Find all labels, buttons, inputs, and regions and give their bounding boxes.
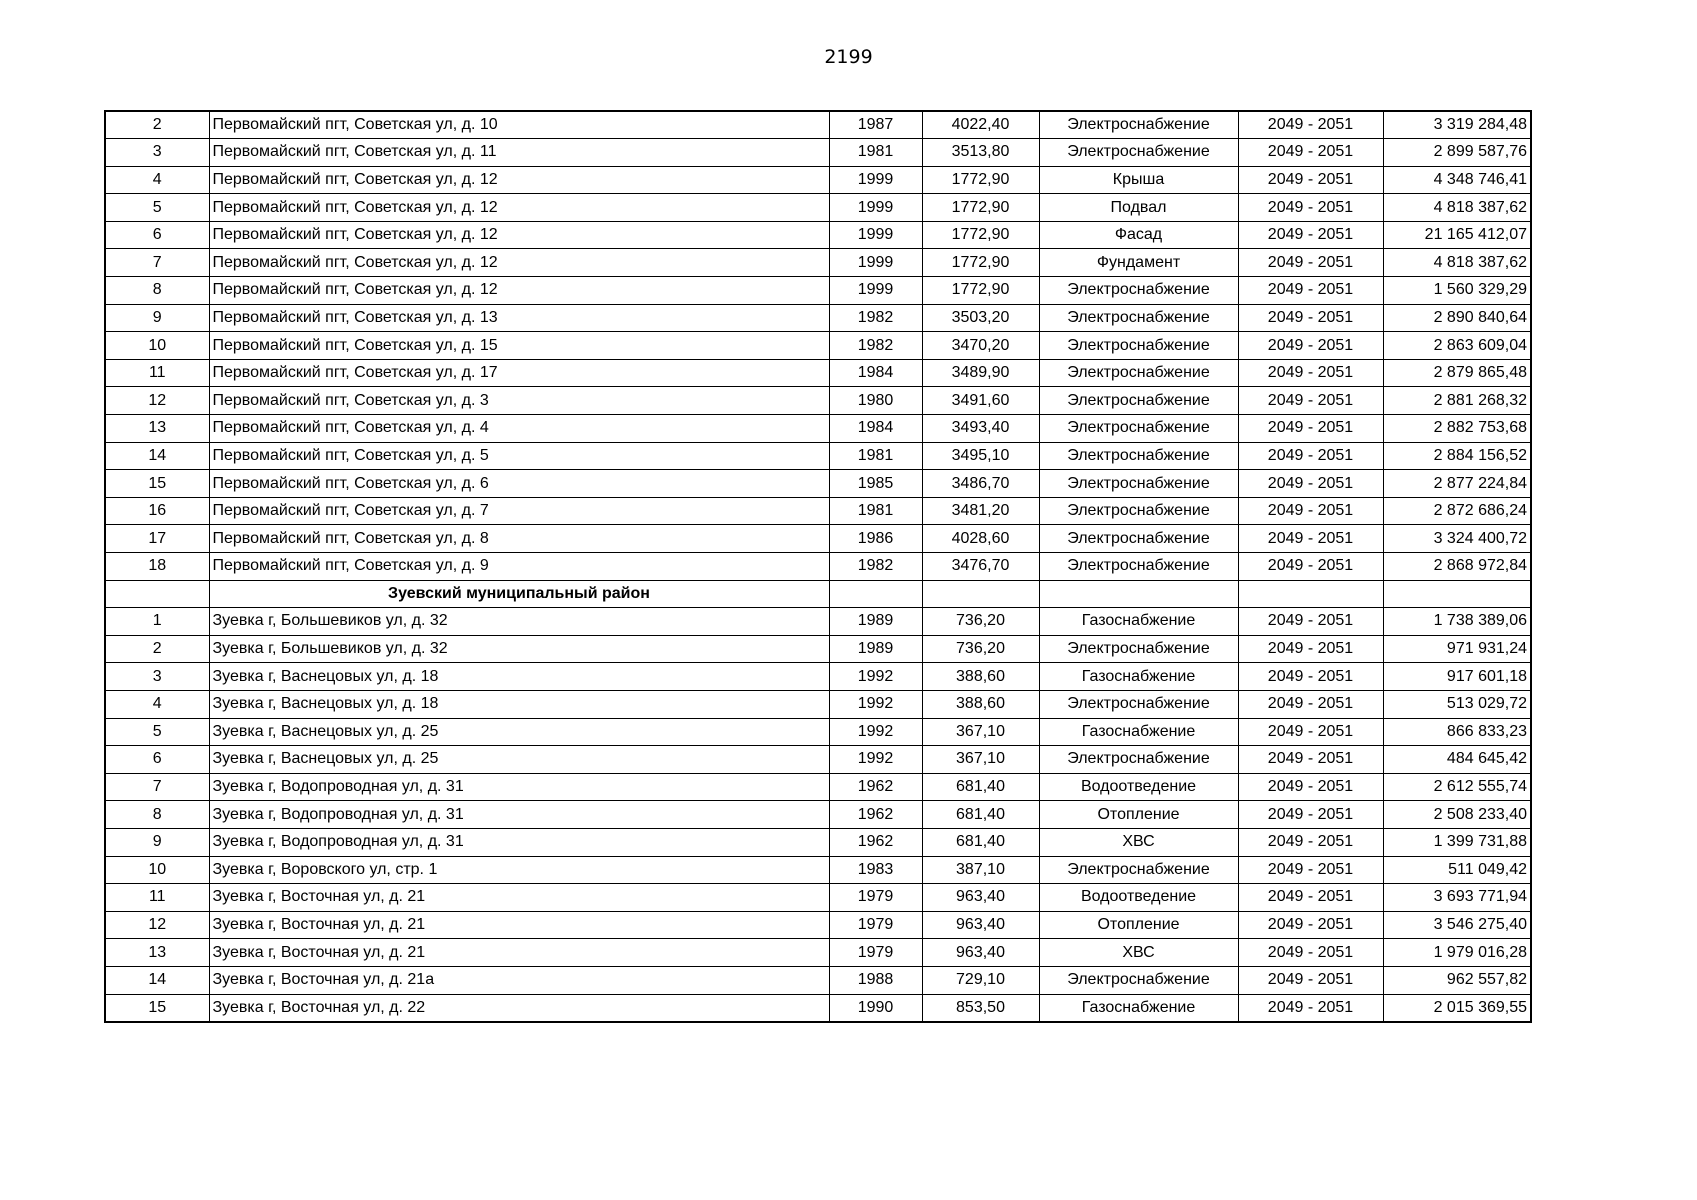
work-type-cell: Электроснабжение — [1039, 359, 1238, 387]
address-cell: Зуевка г, Васнецовых ул, д. 18 — [209, 663, 829, 691]
address-cell: Зуевка г, Водопроводная ул, д. 31 — [209, 801, 829, 829]
work-type-cell: Электроснабжение — [1039, 111, 1238, 139]
cost-cell: 2 890 840,64 — [1383, 304, 1531, 332]
area-cell: 736,20 — [922, 635, 1039, 663]
row-number: 2 — [105, 635, 209, 663]
area-cell: 3493,40 — [922, 415, 1039, 443]
year-built-cell: 1992 — [829, 663, 922, 691]
period-cell: 2049 - 2051 — [1238, 304, 1383, 332]
row-number: 1 — [105, 608, 209, 636]
area-cell: 1772,90 — [922, 221, 1039, 249]
table-row — [105, 994, 1531, 1022]
year-built-cell: 1962 — [829, 773, 922, 801]
table-row — [105, 525, 1531, 553]
cost-cell: 4 818 387,62 — [1383, 249, 1531, 277]
work-type-cell: Фундамент — [1039, 249, 1238, 277]
period-cell: 2049 - 2051 — [1238, 828, 1383, 856]
row-number: 5 — [105, 194, 209, 222]
year-built-cell: 1984 — [829, 415, 922, 443]
work-type-cell: Газоснабжение — [1039, 608, 1238, 636]
table-row — [105, 470, 1531, 498]
table-body — [105, 111, 1531, 1022]
address-cell: Зуевка г, Восточная ул, д. 21 — [209, 939, 829, 967]
area-cell: 681,40 — [922, 801, 1039, 829]
address-cell: Первомайский пгт, Советская ул, д. 12 — [209, 249, 829, 277]
address-cell: Зуевка г, Восточная ул, д. 21а — [209, 966, 829, 994]
period-cell: 2049 - 2051 — [1238, 966, 1383, 994]
work-type-cell: Электроснабжение — [1039, 277, 1238, 305]
year-built-cell: 1979 — [829, 884, 922, 912]
work-type-cell: Газоснабжение — [1039, 663, 1238, 691]
work-type-cell: Электроснабжение — [1039, 415, 1238, 443]
address-cell: Первомайский пгт, Советская ул, д. 3 — [209, 387, 829, 415]
area-cell: 3481,20 — [922, 497, 1039, 525]
area-cell: 3470,20 — [922, 332, 1039, 360]
area-cell: 1772,90 — [922, 249, 1039, 277]
section-header-row — [105, 580, 1531, 608]
work-type-cell: Газоснабжение — [1039, 718, 1238, 746]
row-number: 9 — [105, 828, 209, 856]
cost-cell: 3 324 400,72 — [1383, 525, 1531, 553]
empty-cell — [829, 580, 922, 608]
cost-cell: 962 557,82 — [1383, 966, 1531, 994]
address-cell: Первомайский пгт, Советская ул, д. 7 — [209, 497, 829, 525]
period-cell: 2049 - 2051 — [1238, 884, 1383, 912]
row-number: 4 — [105, 166, 209, 194]
cost-cell: 2 612 555,74 — [1383, 773, 1531, 801]
period-cell: 2049 - 2051 — [1238, 415, 1383, 443]
cost-cell: 3 546 275,40 — [1383, 911, 1531, 939]
row-number: 7 — [105, 249, 209, 277]
table-row — [105, 746, 1531, 774]
row-number: 13 — [105, 415, 209, 443]
table-row — [105, 194, 1531, 222]
table-row — [105, 277, 1531, 305]
cost-cell: 917 601,18 — [1383, 663, 1531, 691]
table-row — [105, 939, 1531, 967]
table-row — [105, 966, 1531, 994]
row-number: 18 — [105, 553, 209, 581]
area-cell: 1772,90 — [922, 166, 1039, 194]
year-built-cell: 1992 — [829, 718, 922, 746]
cost-cell: 2 881 268,32 — [1383, 387, 1531, 415]
area-cell: 681,40 — [922, 773, 1039, 801]
area-cell: 3491,60 — [922, 387, 1039, 415]
cost-cell: 2 868 972,84 — [1383, 553, 1531, 581]
cost-cell: 4 818 387,62 — [1383, 194, 1531, 222]
work-type-cell: Электроснабжение — [1039, 856, 1238, 884]
row-number: 12 — [105, 911, 209, 939]
empty-cell — [105, 580, 209, 608]
address-cell: Первомайский пгт, Советская ул, д. 8 — [209, 525, 829, 553]
table-row — [105, 111, 1531, 139]
work-type-cell: Водоотведение — [1039, 884, 1238, 912]
cost-cell: 2 899 587,76 — [1383, 139, 1531, 167]
cost-cell: 2 508 233,40 — [1383, 801, 1531, 829]
row-number: 3 — [105, 663, 209, 691]
area-cell: 367,10 — [922, 718, 1039, 746]
cost-cell: 511 049,42 — [1383, 856, 1531, 884]
year-built-cell: 1992 — [829, 746, 922, 774]
area-cell: 4028,60 — [922, 525, 1039, 553]
row-number: 14 — [105, 442, 209, 470]
cost-cell: 971 931,24 — [1383, 635, 1531, 663]
year-built-cell: 1988 — [829, 966, 922, 994]
address-cell: Первомайский пгт, Советская ул, д. 11 — [209, 139, 829, 167]
year-built-cell: 1989 — [829, 635, 922, 663]
address-cell: Первомайский пгт, Советская ул, д. 10 — [209, 111, 829, 139]
area-cell: 3495,10 — [922, 442, 1039, 470]
area-cell: 1772,90 — [922, 277, 1039, 305]
year-built-cell: 1983 — [829, 856, 922, 884]
period-cell: 2049 - 2051 — [1238, 166, 1383, 194]
work-type-cell: Электроснабжение — [1039, 387, 1238, 415]
address-cell: Зуевка г, Васнецовых ул, д. 25 — [209, 718, 829, 746]
table-row — [105, 801, 1531, 829]
row-number: 11 — [105, 884, 209, 912]
empty-cell — [1383, 580, 1531, 608]
table-row — [105, 608, 1531, 636]
row-number: 14 — [105, 966, 209, 994]
area-cell: 729,10 — [922, 966, 1039, 994]
row-number: 15 — [105, 470, 209, 498]
cost-cell: 2 882 753,68 — [1383, 415, 1531, 443]
work-type-cell: Отопление — [1039, 911, 1238, 939]
period-cell: 2049 - 2051 — [1238, 470, 1383, 498]
year-built-cell: 1982 — [829, 332, 922, 360]
work-type-cell: ХВС — [1039, 939, 1238, 967]
table-row — [105, 359, 1531, 387]
row-number: 12 — [105, 387, 209, 415]
year-built-cell: 1982 — [829, 553, 922, 581]
year-built-cell: 1999 — [829, 221, 922, 249]
period-cell: 2049 - 2051 — [1238, 690, 1383, 718]
area-cell: 736,20 — [922, 608, 1039, 636]
address-cell: Первомайский пгт, Советская ул, д. 5 — [209, 442, 829, 470]
period-cell: 2049 - 2051 — [1238, 939, 1383, 967]
period-cell: 2049 - 2051 — [1238, 139, 1383, 167]
row-number: 16 — [105, 497, 209, 525]
address-cell: Первомайский пгт, Советская ул, д. 9 — [209, 553, 829, 581]
table-row — [105, 497, 1531, 525]
period-cell: 2049 - 2051 — [1238, 277, 1383, 305]
period-cell: 2049 - 2051 — [1238, 911, 1383, 939]
work-type-cell: Крыша — [1039, 166, 1238, 194]
table-row — [105, 884, 1531, 912]
year-built-cell: 1981 — [829, 442, 922, 470]
period-cell: 2049 - 2051 — [1238, 332, 1383, 360]
year-built-cell: 1980 — [829, 387, 922, 415]
cost-cell: 1 738 389,06 — [1383, 608, 1531, 636]
work-type-cell: Подвал — [1039, 194, 1238, 222]
row-number: 11 — [105, 359, 209, 387]
cost-cell: 4 348 746,41 — [1383, 166, 1531, 194]
period-cell: 2049 - 2051 — [1238, 773, 1383, 801]
row-number: 17 — [105, 525, 209, 553]
year-built-cell: 1985 — [829, 470, 922, 498]
section-title: Зуевский муниципальный район — [209, 580, 829, 608]
table-row — [105, 773, 1531, 801]
repair-schedule-table — [104, 110, 1532, 1023]
period-cell: 2049 - 2051 — [1238, 194, 1383, 222]
cost-cell: 2 884 156,52 — [1383, 442, 1531, 470]
address-cell: Зуевка г, Большевиков ул, д. 32 — [209, 608, 829, 636]
cost-cell: 1 399 731,88 — [1383, 828, 1531, 856]
work-type-cell: Электроснабжение — [1039, 304, 1238, 332]
work-type-cell: Электроснабжение — [1039, 553, 1238, 581]
row-number: 6 — [105, 746, 209, 774]
row-number: 6 — [105, 221, 209, 249]
area-cell: 3503,20 — [922, 304, 1039, 332]
period-cell: 2049 - 2051 — [1238, 553, 1383, 581]
work-type-cell: Электроснабжение — [1039, 690, 1238, 718]
cost-cell: 513 029,72 — [1383, 690, 1531, 718]
cost-cell: 3 693 771,94 — [1383, 884, 1531, 912]
year-built-cell: 1990 — [829, 994, 922, 1022]
row-number: 2 — [105, 111, 209, 139]
year-built-cell: 1981 — [829, 139, 922, 167]
cost-cell: 2 872 686,24 — [1383, 497, 1531, 525]
year-built-cell: 1999 — [829, 277, 922, 305]
row-number: 10 — [105, 856, 209, 884]
year-built-cell: 1989 — [829, 608, 922, 636]
area-cell: 388,60 — [922, 690, 1039, 718]
work-type-cell: Электроснабжение — [1039, 497, 1238, 525]
year-built-cell: 1999 — [829, 194, 922, 222]
work-type-cell: Электроснабжение — [1039, 470, 1238, 498]
period-cell: 2049 - 2051 — [1238, 635, 1383, 663]
period-cell: 2049 - 2051 — [1238, 801, 1383, 829]
year-built-cell: 1979 — [829, 939, 922, 967]
work-type-cell: Электроснабжение — [1039, 139, 1238, 167]
row-number: 9 — [105, 304, 209, 332]
address-cell: Зуевка г, Восточная ул, д. 21 — [209, 911, 829, 939]
address-cell: Зуевка г, Васнецовых ул, д. 18 — [209, 690, 829, 718]
period-cell: 2049 - 2051 — [1238, 994, 1383, 1022]
address-cell: Первомайский пгт, Советская ул, д. 15 — [209, 332, 829, 360]
table-row — [105, 553, 1531, 581]
table-row — [105, 663, 1531, 691]
year-built-cell: 1979 — [829, 911, 922, 939]
period-cell: 2049 - 2051 — [1238, 746, 1383, 774]
table-row — [105, 249, 1531, 277]
table-row — [105, 635, 1531, 663]
area-cell: 3489,90 — [922, 359, 1039, 387]
year-built-cell: 1984 — [829, 359, 922, 387]
period-cell: 2049 - 2051 — [1238, 663, 1383, 691]
table-row — [105, 387, 1531, 415]
area-cell: 963,40 — [922, 939, 1039, 967]
period-cell: 2049 - 2051 — [1238, 856, 1383, 884]
cost-cell: 2 877 224,84 — [1383, 470, 1531, 498]
period-cell: 2049 - 2051 — [1238, 608, 1383, 636]
year-built-cell: 1986 — [829, 525, 922, 553]
table-row — [105, 828, 1531, 856]
year-built-cell: 1992 — [829, 690, 922, 718]
year-built-cell: 1982 — [829, 304, 922, 332]
address-cell: Первомайский пгт, Советская ул, д. 13 — [209, 304, 829, 332]
work-type-cell: Отопление — [1039, 801, 1238, 829]
cost-cell: 1 979 016,28 — [1383, 939, 1531, 967]
address-cell: Первомайский пгт, Советская ул, д. 4 — [209, 415, 829, 443]
empty-cell — [922, 580, 1039, 608]
address-cell: Первомайский пгт, Советская ул, д. 12 — [209, 166, 829, 194]
table-row — [105, 690, 1531, 718]
work-type-cell: Водоотведение — [1039, 773, 1238, 801]
cost-cell: 2 863 609,04 — [1383, 332, 1531, 360]
cost-cell: 484 645,42 — [1383, 746, 1531, 774]
address-cell: Зуевка г, Водопроводная ул, д. 31 — [209, 828, 829, 856]
area-cell: 1772,90 — [922, 194, 1039, 222]
area-cell: 963,40 — [922, 911, 1039, 939]
address-cell: Первомайский пгт, Советская ул, д. 12 — [209, 221, 829, 249]
address-cell: Зуевка г, Водопроводная ул, д. 31 — [209, 773, 829, 801]
address-cell: Первомайский пгт, Советская ул, д. 17 — [209, 359, 829, 387]
row-number: 5 — [105, 718, 209, 746]
work-type-cell: Электроснабжение — [1039, 442, 1238, 470]
area-cell: 367,10 — [922, 746, 1039, 774]
period-cell: 2049 - 2051 — [1238, 249, 1383, 277]
cost-cell: 1 560 329,29 — [1383, 277, 1531, 305]
address-cell: Первомайский пгт, Советская ул, д. 12 — [209, 277, 829, 305]
year-built-cell: 1999 — [829, 249, 922, 277]
row-number: 4 — [105, 690, 209, 718]
address-cell: Зуевка г, Большевиков ул, д. 32 — [209, 635, 829, 663]
table-row — [105, 166, 1531, 194]
year-built-cell: 1999 — [829, 166, 922, 194]
work-type-cell: Электроснабжение — [1039, 966, 1238, 994]
address-cell: Зуевка г, Восточная ул, д. 22 — [209, 994, 829, 1022]
address-cell: Зуевка г, Воровского ул, стр. 1 — [209, 856, 829, 884]
page-number: 2199 — [824, 46, 873, 68]
area-cell: 3513,80 — [922, 139, 1039, 167]
period-cell: 2049 - 2051 — [1238, 359, 1383, 387]
area-cell: 963,40 — [922, 884, 1039, 912]
period-cell: 2049 - 2051 — [1238, 221, 1383, 249]
table-row — [105, 442, 1531, 470]
row-number: 15 — [105, 994, 209, 1022]
year-built-cell: 1987 — [829, 111, 922, 139]
table-row — [105, 911, 1531, 939]
work-type-cell: Электроснабжение — [1039, 746, 1238, 774]
table-row — [105, 139, 1531, 167]
work-type-cell: Электроснабжение — [1039, 635, 1238, 663]
period-cell: 2049 - 2051 — [1238, 442, 1383, 470]
period-cell: 2049 - 2051 — [1238, 497, 1383, 525]
row-number: 10 — [105, 332, 209, 360]
table-row — [105, 332, 1531, 360]
row-number: 3 — [105, 139, 209, 167]
area-cell: 681,40 — [922, 828, 1039, 856]
table-row — [105, 856, 1531, 884]
row-number: 8 — [105, 277, 209, 305]
row-number: 7 — [105, 773, 209, 801]
year-built-cell: 1962 — [829, 828, 922, 856]
work-type-cell: Газоснабжение — [1039, 994, 1238, 1022]
address-cell: Первомайский пгт, Советская ул, д. 12 — [209, 194, 829, 222]
table-row — [105, 221, 1531, 249]
empty-cell — [1039, 580, 1238, 608]
address-cell: Первомайский пгт, Советская ул, д. 6 — [209, 470, 829, 498]
empty-cell — [1238, 580, 1383, 608]
table-row — [105, 304, 1531, 332]
row-number: 8 — [105, 801, 209, 829]
period-cell: 2049 - 2051 — [1238, 718, 1383, 746]
period-cell: 2049 - 2051 — [1238, 387, 1383, 415]
cost-cell: 866 833,23 — [1383, 718, 1531, 746]
cost-cell: 2 015 369,55 — [1383, 994, 1531, 1022]
year-built-cell: 1962 — [829, 801, 922, 829]
area-cell: 388,60 — [922, 663, 1039, 691]
area-cell: 4022,40 — [922, 111, 1039, 139]
table-row — [105, 415, 1531, 443]
area-cell: 387,10 — [922, 856, 1039, 884]
cost-cell: 3 319 284,48 — [1383, 111, 1531, 139]
cost-cell: 2 879 865,48 — [1383, 359, 1531, 387]
table-row — [105, 718, 1531, 746]
area-cell: 3476,70 — [922, 553, 1039, 581]
area-cell: 853,50 — [922, 994, 1039, 1022]
row-number: 13 — [105, 939, 209, 967]
period-cell: 2049 - 2051 — [1238, 525, 1383, 553]
area-cell: 3486,70 — [922, 470, 1039, 498]
work-type-cell: Электроснабжение — [1039, 332, 1238, 360]
work-type-cell: ХВС — [1039, 828, 1238, 856]
address-cell: Зуевка г, Восточная ул, д. 21 — [209, 884, 829, 912]
address-cell: Зуевка г, Васнецовых ул, д. 25 — [209, 746, 829, 774]
work-type-cell: Фасад — [1039, 221, 1238, 249]
cost-cell: 21 165 412,07 — [1383, 221, 1531, 249]
period-cell: 2049 - 2051 — [1238, 111, 1383, 139]
work-type-cell: Электроснабжение — [1039, 525, 1238, 553]
year-built-cell: 1981 — [829, 497, 922, 525]
